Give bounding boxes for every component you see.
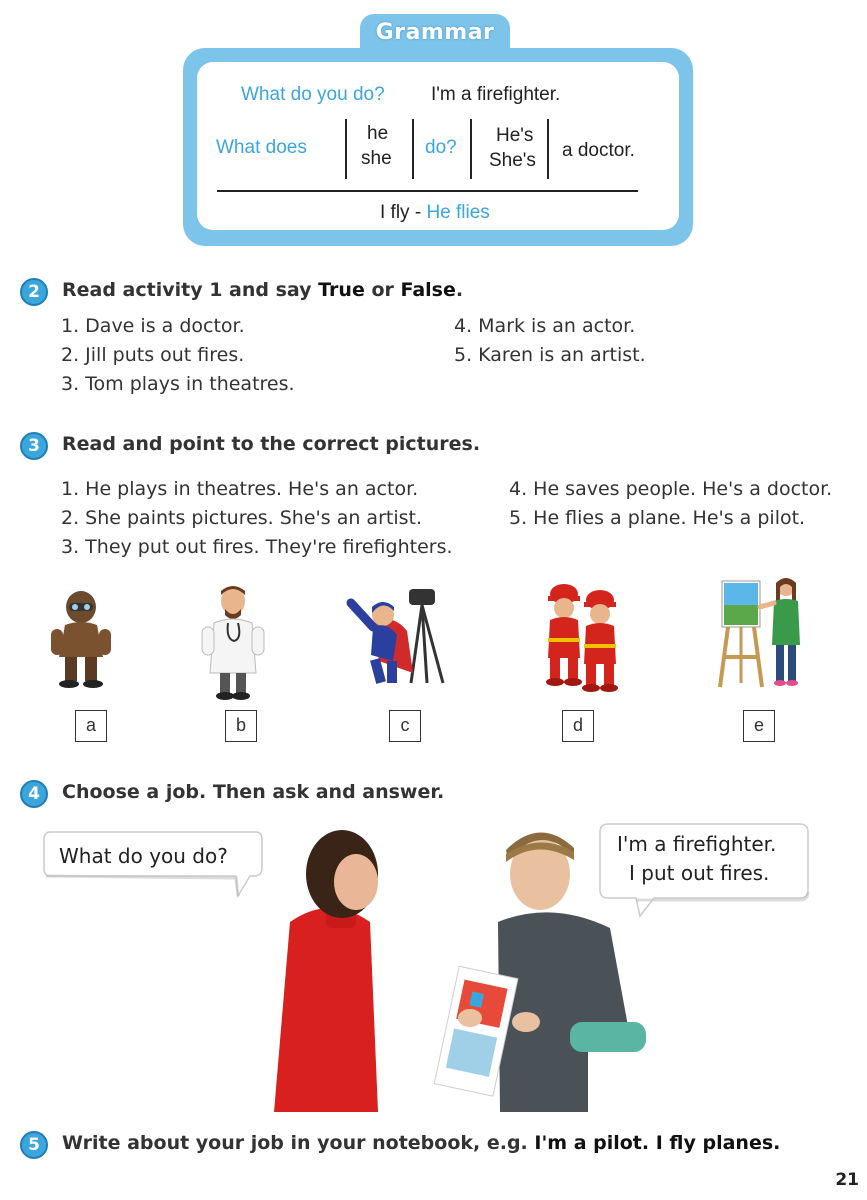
- activity-2-true: True: [318, 279, 365, 301]
- firefighters-illustration: [538, 578, 628, 693]
- list-item: 4. Mark is an actor.: [454, 315, 636, 337]
- grammar-shes: She's: [489, 150, 536, 171]
- list-item: 3. Tom plays in theatres.: [61, 373, 295, 395]
- actor-superhero-illustration: [343, 583, 449, 691]
- list-item: 1. Dave is a doctor.: [61, 315, 245, 337]
- speech-bubble-right-line2: I put out fires.: [629, 861, 770, 885]
- list-item: 3. They put out fires. They're firefighters.: [61, 536, 453, 558]
- list-item: 4. He saves people. He's a doctor.: [509, 478, 833, 500]
- list-item: 2. She paints pictures. She's an artist.: [61, 507, 422, 529]
- grammar-question-2-start: What does: [216, 137, 307, 158]
- activity-3-title: Read and point to the correct pictures.: [62, 433, 481, 455]
- grammar-example: [380, 202, 490, 224]
- activity-5-number: 5: [20, 1131, 48, 1159]
- grammar-rule: [217, 190, 638, 192]
- grammar-job: a doctor.: [562, 140, 635, 161]
- list-item: 5. He flies a plane. He's a pilot.: [509, 507, 806, 529]
- list-item: 2. Jill puts out fires.: [61, 344, 245, 366]
- picture-label-a: a: [75, 710, 107, 742]
- activity-2-number: 2: [20, 278, 48, 306]
- grammar-question-1: What do you do?: [241, 84, 385, 105]
- picture-label-e: e: [743, 710, 775, 742]
- activity-2-title: [62, 279, 463, 301]
- grammar-divider: [547, 119, 549, 179]
- picture-label-c: c: [389, 710, 421, 742]
- children-photo: [270, 812, 650, 1112]
- activity-3-number: 3: [20, 432, 48, 460]
- grammar-divider: [470, 119, 472, 179]
- speech-bubble-right-line1: I'm a firefighter.: [617, 832, 777, 856]
- page-number: 21: [835, 1170, 859, 1190]
- activity-5-example: I'm a pilot. I fly planes.: [534, 1132, 781, 1154]
- activity-2-false: False: [400, 279, 456, 301]
- list-item: 5. Karen is an artist.: [454, 344, 646, 366]
- grammar-answer-1: I'm a firefighter.: [431, 84, 561, 105]
- grammar-example-base: I fly -: [380, 202, 427, 223]
- picture-label-b: b: [225, 710, 257, 742]
- activity-5-title-text: Write about your job in your notebook, e.g.: [62, 1132, 535, 1154]
- grammar-divider: [412, 119, 414, 179]
- grammar-example-third-person: He flies: [426, 202, 490, 223]
- grammar-divider: [345, 119, 347, 179]
- activity-4-title: Choose a job. Then ask and answer.: [62, 781, 445, 803]
- activity-2-title-text: Read activity 1 and say: [62, 279, 319, 301]
- activity-2-or: or: [364, 279, 401, 301]
- grammar-hes: He's: [496, 125, 534, 146]
- grammar-pronoun-he: he: [367, 123, 389, 144]
- picture-label-d: d: [562, 710, 594, 742]
- artist-illustration: [716, 575, 806, 693]
- list-item: 1. He plays in theatres. He's an actor.: [61, 478, 419, 500]
- doctor-illustration: [200, 583, 266, 703]
- activity-2-title-end: .: [455, 279, 464, 301]
- grammar-pronoun-she: she: [361, 148, 392, 169]
- grammar-question-2-end: do?: [425, 137, 457, 158]
- speech-bubble-left-text: What do you do?: [59, 844, 228, 868]
- pilot-illustration: [45, 585, 117, 690]
- grammar-tab-label: Grammar: [375, 20, 495, 45]
- activity-4-number: 4: [20, 780, 48, 808]
- activity-5-title: [62, 1132, 780, 1154]
